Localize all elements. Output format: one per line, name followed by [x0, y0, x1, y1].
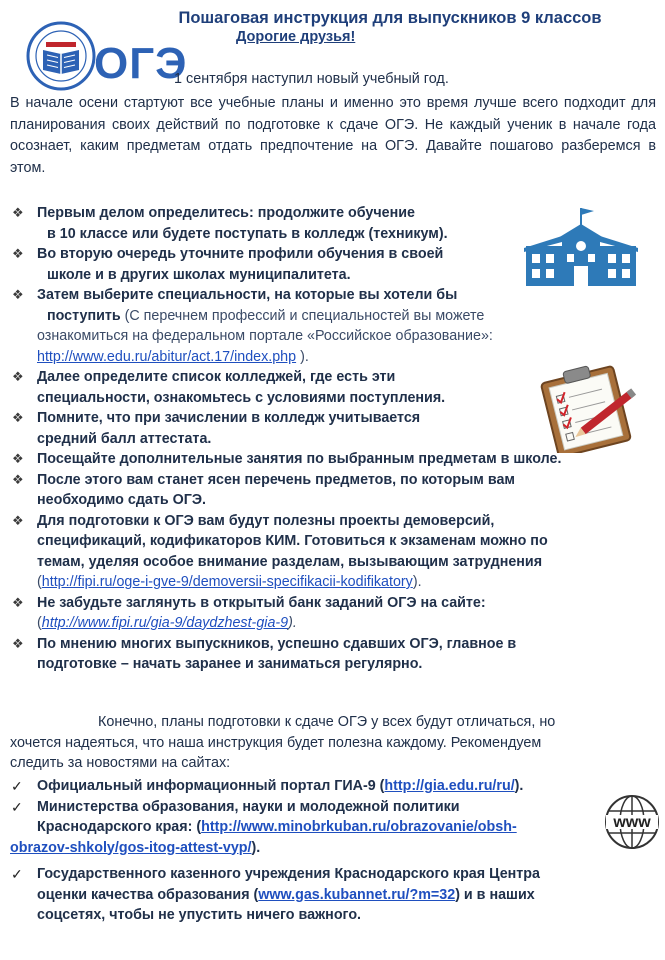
list-item: ✓ Официальный информационный портал ГИА-9 (http://gia.edu.ru/ru/).: [10, 776, 650, 797]
closing-paragraph: Конечно, планы подготовки к сдаче ОГЭ у всех будут отличаться, но хочется надеяться, что наша инструкция будет полезна каждому. Рекомендуем следить за новостями на сайтах:: [10, 714, 556, 771]
gia-portal-link[interactable]: http://gia.edu.ru/ru/: [384, 778, 515, 794]
list-item: ❖ Далее определите список колледжей, где есть эти специальности, ознакомьтесь с условиями поступления.: [12, 369, 446, 406]
minobr-link-part2[interactable]: obrazov-shkoly/gos-itog-attest-vyp/: [10, 839, 252, 856]
list-item: ❖ Во вторую очередь уточните профили обучения в своей школе и в других школах муниципалитета.: [12, 246, 444, 283]
fipi-bank-link[interactable]: http://www.fipi.ru/gia-9/daydzhest-gia-9: [41, 615, 289, 631]
list-item: ❖ Помните, что при зачислении в колледж учитывается средний балл аттестата.: [12, 410, 421, 447]
page-title: Пошаговая инструкция для выпускников 9 классов: [178, 9, 602, 27]
oge-logo-text: ОГЭ: [94, 39, 188, 88]
list-item: ❖ По мнению многих выпускников, успешно сдавших ОГЭ, главное в подготовке – начать заранее и заниматься регулярно.: [12, 635, 517, 672]
diamond-bullet-icon: ❖: [12, 512, 24, 528]
checkmark-icon: ✓: [11, 798, 23, 815]
checkmark-icon: ✓: [11, 866, 23, 882]
fipi-demo-link[interactable]: http://fipi.ru/oge-i-gve-9/demoversii-specifikacii-kodifikatory: [41, 574, 413, 590]
diamond-bullet-icon: ❖: [12, 410, 24, 425]
steps-list: [10, 203, 650, 675]
oge-logo-icon: [26, 20, 96, 92]
minobr-link-part1[interactable]: http://www.minobrkuban.ru/obrazovanie/obsh-: [201, 819, 517, 835]
page-subtitle: Дорогие друзья!: [236, 29, 356, 45]
www-label: www: [613, 814, 651, 831]
gas-kubannet-link[interactable]: www.gas.kubannet.ru/?m=32: [258, 886, 456, 903]
list-item: ❖ Посещайте дополнительные занятия по выбранным предметам в школе.: [10, 449, 650, 470]
list-item: ❖ Затем выберите специальности, на которые вы хотели бы поступить (С перечнем профессий и специальностей вы можете ознакомиться на федеральном портале «Российское образование»: http://www.edu.ru/abitur/act.17/index.php ).: [12, 287, 493, 365]
diamond-bullet-icon: ❖: [12, 471, 24, 487]
intro-paragraph: В начале осени стартуют все учебные планы и именно это время лучше всего подходит для планирования своих действий по подготовке к сдаче ОГЭ. Не каждый ученик в начале года осознает, каким предметам отдать предпочтение на ОГЭ. Давайте пошагово разберемся в этом.: [10, 95, 656, 176]
edu-portal-link[interactable]: http://www.edu.ru/abitur/act.17/index.php: [37, 348, 297, 365]
list-item: ❖ Для подготовки к ОГЭ вам будут полезны проекты демоверсий, спецификаций, кодификаторов КИМ. Готовиться к экзаменам можно по темам, уделяя особое внимание разделам, вызывающим затруднения (http://fipi.ru/oge-i-gve-9/demoversii-specifikacii-kodifikatory).: [12, 512, 548, 590]
diamond-bullet-icon: ❖: [12, 594, 24, 610]
list-item: ❖ Не забудьте заглянуть в открытый банк заданий ОГЭ на сайте: (http://www.fipi.ru/gia-9/daydzhest-gia-9).: [12, 594, 486, 631]
checkmark-icon: ✓: [11, 778, 23, 794]
diamond-bullet-icon: ❖: [12, 369, 24, 384]
intro-first-line: 1 сентября наступил новый учебный год.: [174, 71, 449, 87]
diamond-bullet-icon: ❖: [12, 287, 24, 302]
www-globe-icon: [604, 794, 660, 850]
list-item: ❖ Первым делом определитесь: продолжите обучение в 10 классе или будете поступать в колледж (техникум).: [12, 205, 448, 242]
diamond-bullet-icon: ❖: [12, 635, 24, 651]
diamond-bullet-icon: ❖: [12, 451, 24, 466]
diamond-bullet-icon: ❖: [12, 246, 24, 261]
diamond-bullet-icon: ❖: [12, 205, 24, 220]
list-item: ❖ После этого вам станет ясен перечень предметов, по которым вам необходимо сдать ОГЭ.: [12, 471, 515, 508]
sites-list: [10, 776, 650, 926]
list-item: ✓ Министерства образования, науки и молодежной политики Краснодарского края: (http://www.minobrkuban.ru/obrazovanie/obsh- obrazov-shkoly/gos-itog-attest-vyp/).: [10, 798, 517, 856]
list-item: ✓ Государственного казенного учреждения Краснодарского края Центра оценки качества образования (www.gas.kubannet.ru/?m=32) и в наших соцсетях, чтобы не упустить ничего важного.: [11, 866, 540, 923]
